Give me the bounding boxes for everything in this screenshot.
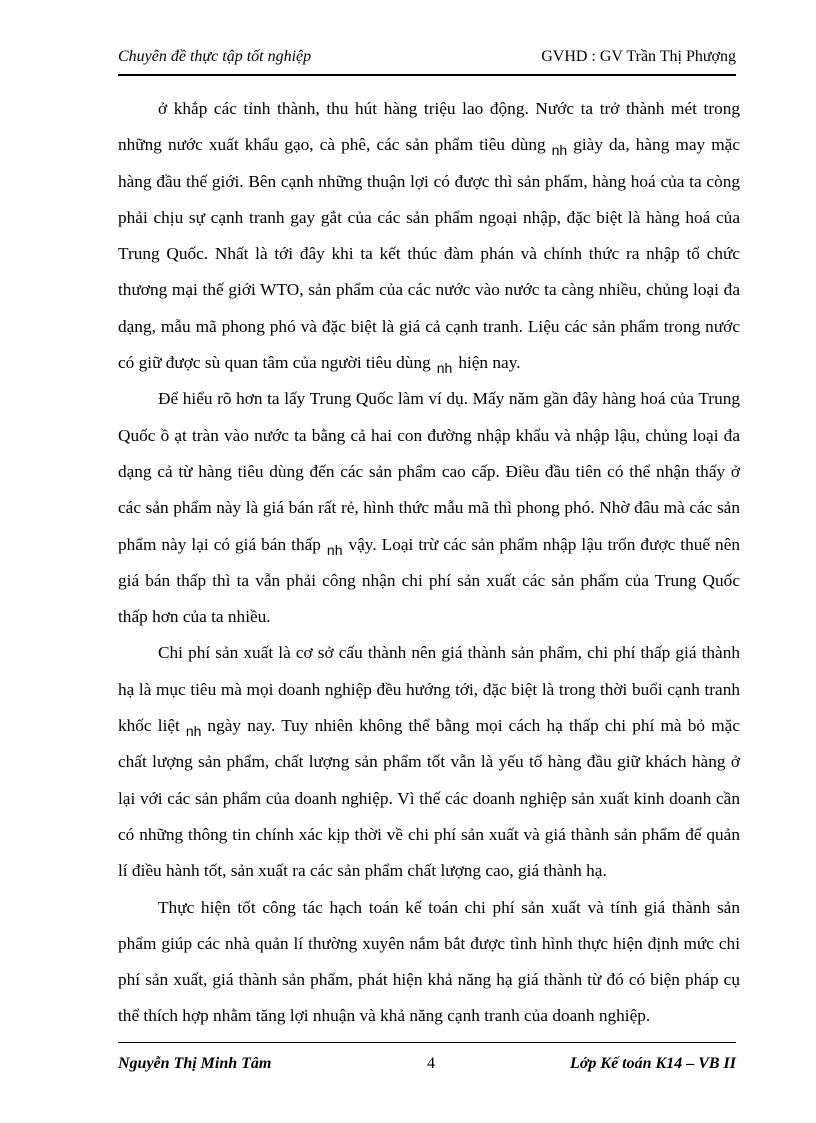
paragraph: Để hiểu rõ hơn ta lấy Trung Quốc làm ví dụ. Mấy năm gần đây hàng hoá của Trung Quốc ồ ạt tràn vào nước ta bằng cả hai con đường nhập khẩu và nhập lậu, chủng loại đa dạng cả từ hàng tiêu dùng đến các sản phẩm cao cấp. Điều đầu tiên có thể nhận thấy ở các sản phẩm này là giá bán rất rẻ, hình thức mẫu mã thì phong phó. Nhờ đâu mà các sản phẩm này lại có giá bán thấp $_{nh}$ vậy. Loại trừ các sản phẩm nhập lậu trốn được thuế nên giá bán thấp thì ta vẫn phải công nhận chi phí sản xuất các sản phẩm của Trung Quốc thấp hơn của ta nhiều. — [118, 389, 741, 627]
body-text — [118, 91, 740, 1035]
page-header — [118, 48, 736, 72]
paragraph: Thực hiện tốt công tác hạch toán kế toán chi phí sản xuất và tính giá thành sản phẩm giúp các nhà quản lí thường xuyên nắm bắt được tình hình thực hiện định mức chi phí sản xuất, giá thành sản phẩm, phát hiện khả năng hạ giá thành từ đó có biện pháp cụ thể thích hợp nhằm tăng lợi nhuận và khả năng cạnh tranh của doanh nghiệp. — [118, 897, 740, 1026]
paragraph: ở khắp các tỉnh thành, thu hút hàng triệu lao động. Nước ta trở thành mét trong những nước xuất khẩu gạo, cà phê, các sản phẩm tiêu dùng $_{nh}$ giày da, hàng may mặc hàng đầu thế giới. Bên cạnh những thuận lợi có được thì sản phẩm, hàng hoá của ta còng phải chịu sự cạnh tranh gay gắt của các sản phẩm ngoại nhập, đặc biệt là hàng hoá của Trung Quốc. Nhất là tới đây khi ta kết thúc đàm phán và chính thức ra nhập tổ chức thương mại thế giới WTO, sản phẩm của các nước vào nước ta càng nhiều, chủng loại đa dạng, mẫu mã phong phó và đặc biệt là giá cả cạnh tranh. Liệu các sản phẩm trong nước có giữ được sù quan tâm của người tiêu dùng $_{nh}$ hiện nay. — [118, 99, 740, 377]
header-divider — [118, 74, 736, 76]
page-footer — [118, 1055, 736, 1079]
page-number: 4 — [427, 1055, 435, 1072]
header-supervisor: GVHD : GV Trần Thị Phượng — [541, 48, 736, 65]
footer-author: Nguyễn Thị Minh Tâm — [118, 1055, 272, 1072]
paragraph: Chi phí sản xuất là cơ sở cấu thành nên giá thành sản phẩm, chi phí thấp giá thành hạ là mục tiêu mà mọi doanh nghiệp đều hướng tới, đặc biệt là trong thời buổi cạnh tranh khốc liệt $_{nh}$ ngày nay. Tuy nhiên không thể bằng mọi cách hạ thấp chi phí mà bỏ mặc chất lượng sản phẩm, chất lượng sản phẩm tốt vẫn là yếu tố hàng đầu giữ khách hàng ở lại với các sản phẩm của doanh nghiệp. Vì thế các doanh nghiệp sản xuất kinh doanh cần có những thông tin chính xác kịp thời về chi phí sản xuất và giá thành sản phẩm để quản lí điều hành tốt, sản xuất ra các sản phẩm chất lượng cao, giá thành hạ. — [118, 643, 740, 881]
footer-class: Lớp Kế toán K14 – VB II — [570, 1055, 736, 1072]
header-document-title: Chuyên đề thực tập tốt nghiệp — [118, 48, 312, 65]
footer-divider — [118, 1042, 736, 1043]
